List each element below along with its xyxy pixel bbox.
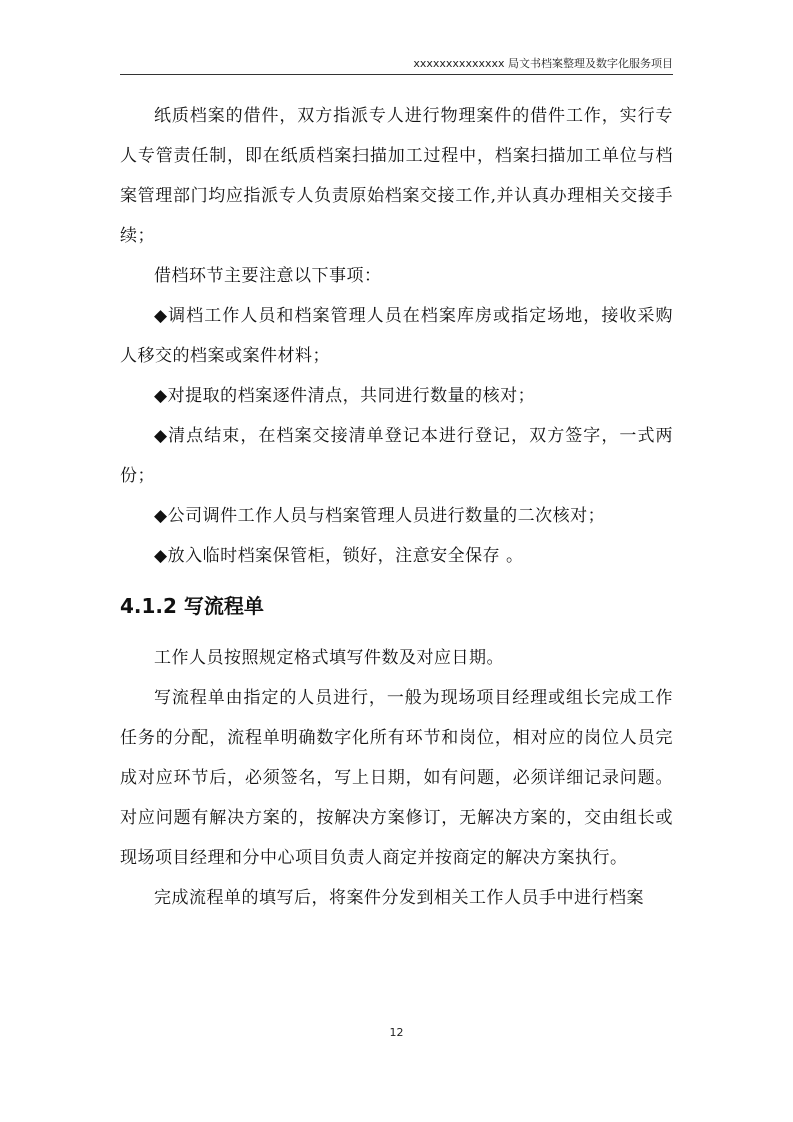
bullet-item (120, 536, 673, 576)
diamond-bullet-icon: ◆ (154, 506, 168, 526)
section-heading: 4.1.2 写流程单 (120, 594, 264, 618)
page-header (120, 56, 673, 75)
document-body (120, 96, 673, 918)
bullet-text: 调档工作人员和档案管理人员在档案库房或指定场地，接收采购人移交的档案或案件材料； (120, 306, 673, 366)
header-title: xxxxxxxxxxxxxx 局文书档案整理及数字化服务项目 (413, 57, 673, 70)
paragraph-borrowing-intro: 纸质档案的借件，双方指派专人进行物理案件的借件工作，实行专人专管责任制，即在纸质档案扫描加工过程中，档案扫描加工单位与档案管理部门均应指派专人负责原始档案交接工作,并认真办理相关交接手续； (120, 106, 673, 246)
bullet-item (120, 376, 673, 416)
page-number: 12 (389, 1026, 404, 1039)
diamond-bullet-icon: ◆ (154, 546, 168, 566)
bullet-text: 公司调件工作人员与档案管理人员进行数量的二次核对； (167, 506, 606, 526)
bullet-item (120, 296, 673, 376)
diamond-bullet-icon: ◆ (154, 386, 168, 406)
paragraph-borrowing-lead: 借档环节主要注意以下事项： (154, 266, 382, 286)
bullet-item (120, 496, 673, 536)
bullet-text: 对提取的档案逐件清点，共同进行数量的核对； (167, 386, 536, 406)
bullet-item (120, 416, 673, 496)
paragraph-flow-sheet-3: 完成流程单的填写后，将案件分发到相关工作人员手中进行档案 (154, 888, 644, 908)
diamond-bullet-icon: ◆ (154, 426, 169, 446)
bullet-text: 清点结束，在档案交接清单登记本进行登记，双方签字，一式两份； (120, 426, 673, 486)
bullet-text: 放入临时档案保管柜，锁好，注意安全保存 。 (167, 546, 524, 566)
paragraph-flow-sheet-2: 写流程单由指定的人员进行，一般为现场项目经理或组长完成工作任务的分配，流程单明确数字化所有环节和岗位，相对应的岗位人员完成对应环节后，必须签名，写上日期，如有问题，必须详细记录问题。对应问题有解决方案的，按解决方案修订，无解决方案的，交由组长或现场项目经理和分中心项目负责人商定并按商定的解决方案执行。 (120, 688, 673, 868)
paragraph-flow-sheet-1: 工作人员按照规定格式填写件数及对应日期。 (154, 648, 504, 668)
diamond-bullet-icon: ◆ (154, 306, 169, 326)
